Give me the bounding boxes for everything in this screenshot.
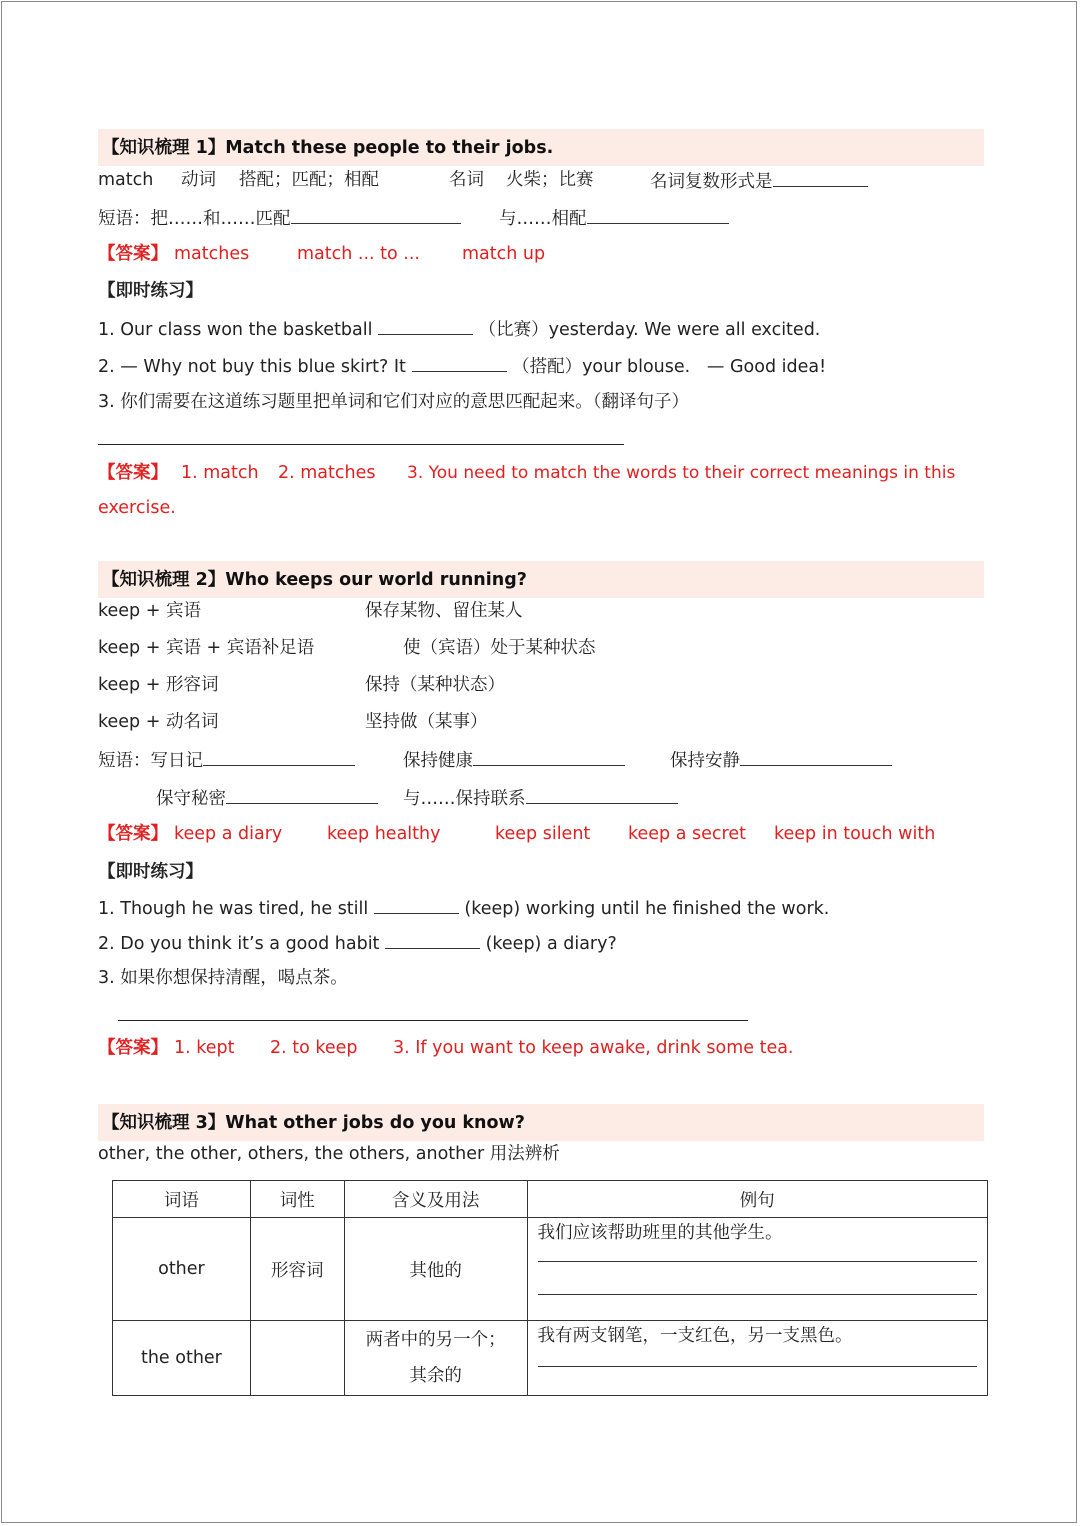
answer-3-a2: keep healthy bbox=[327, 824, 441, 844]
keep-usage-3-meaning: 保持（某种状态） bbox=[365, 675, 505, 695]
keep-phrase-4 bbox=[156, 785, 378, 811]
practice-1-q2-text-c: — Good idea! bbox=[706, 357, 827, 377]
translation-line-1[interactable] bbox=[98, 444, 624, 445]
keep-phrase-5-label: 与……保持联系 bbox=[403, 789, 526, 809]
table-row bbox=[113, 1218, 988, 1321]
keep-phrase-5-blank[interactable] bbox=[526, 785, 678, 804]
keep-usage-4-form: keep + 动名词 bbox=[98, 712, 219, 732]
answer-3-a5: keep in touch with bbox=[774, 824, 936, 844]
practice-1-q1 bbox=[98, 316, 820, 342]
table-cell-pos: 形容词 bbox=[250, 1218, 344, 1321]
answer-1-a3: match up bbox=[462, 244, 546, 264]
keep-phrase-1-label: 短语：写日记 bbox=[98, 751, 203, 771]
table-cell-meaning-line1: 其他的 bbox=[409, 1260, 462, 1281]
phrase-label-1: 短语：把……和……匹配 bbox=[98, 209, 291, 229]
match-noun-label: 名词 bbox=[449, 170, 484, 190]
keep-phrase-5 bbox=[403, 785, 678, 811]
table-header-example: 例句 bbox=[527, 1181, 987, 1218]
answer-label-4: 【答案】 bbox=[98, 1038, 168, 1058]
example-answer-line[interactable] bbox=[538, 1366, 977, 1367]
answer-3-a4: keep a secret bbox=[628, 824, 746, 844]
table-example-text: 我们应该帮助班里的其他学生。 bbox=[537, 1223, 783, 1243]
keep-usage-2-form: keep + 宾语 + 宾语补足语 bbox=[98, 638, 315, 658]
match-verb-meaning: 搭配；匹配；相配 bbox=[239, 170, 379, 190]
answer-4-a1: 1. kept bbox=[174, 1038, 235, 1058]
phrase-blank-2[interactable] bbox=[587, 205, 729, 224]
answer-2-a3: 3. You need to match the words to their correct meanings in this bbox=[407, 463, 956, 483]
practice-2-q1-text-b: (keep) working until he finished the work. bbox=[464, 899, 830, 919]
table-cell-word: the other bbox=[113, 1321, 251, 1396]
keep-phrase-3 bbox=[670, 747, 892, 773]
practice-1-q2-text-a: 2. — Why not buy this blue skirt? It bbox=[98, 357, 406, 377]
practice-2-q2 bbox=[98, 930, 617, 956]
answer-4-a3: 3. If you want to keep awake, drink some tea. bbox=[393, 1038, 794, 1058]
table-header-word: 词语 bbox=[113, 1181, 251, 1218]
practice-1-q1-text-a: 1. Our class won the basketball bbox=[98, 320, 373, 340]
phrase-blank-1[interactable] bbox=[291, 205, 461, 224]
table-cell-example bbox=[527, 1321, 987, 1396]
keep-usage-2-meaning: 使（宾语）处于某种状态 bbox=[403, 638, 596, 658]
answer-3-a3: keep silent bbox=[495, 824, 591, 844]
section-1-heading bbox=[98, 129, 984, 166]
example-answer-line[interactable] bbox=[538, 1294, 977, 1295]
example-answer-line[interactable] bbox=[538, 1261, 977, 1262]
practice-2-q1 bbox=[98, 895, 829, 921]
answer-2-a2: 2. matches bbox=[278, 463, 376, 483]
practice-1-q2-blank[interactable] bbox=[412, 353, 507, 372]
translation-line-2[interactable] bbox=[118, 1020, 748, 1021]
practice-1-q1-text-b: （比赛）yesterday. We were all excited. bbox=[478, 320, 821, 340]
practice-title-1: 【即时练习】 bbox=[98, 281, 203, 301]
table-header-meaning: 含义及用法 bbox=[344, 1181, 527, 1218]
answer-4-a2: 2. to keep bbox=[270, 1038, 358, 1058]
phrase-label-2: 与……相配 bbox=[499, 209, 587, 229]
keep-phrase-1 bbox=[98, 747, 355, 773]
match-word: match bbox=[98, 170, 154, 190]
keep-usage-1-form: keep + 宾语 bbox=[98, 601, 201, 621]
keep-usage-3-form: keep + 形容词 bbox=[98, 675, 219, 695]
practice-2-q2-text-a: 2. Do you think it’s a good habit bbox=[98, 934, 380, 954]
keep-usage-4-meaning: 坚持做（某事） bbox=[365, 712, 488, 732]
usage-table bbox=[112, 1180, 988, 1396]
answer-label-2: 【答案】 bbox=[98, 463, 168, 483]
match-verb-label: 动词 bbox=[181, 170, 216, 190]
answer-2-a4: exercise. bbox=[98, 498, 176, 518]
practice-1-q3: 3. 你们需要在这道练习题里把单词和它们对应的意思匹配起来。（翻译句子） bbox=[98, 392, 690, 412]
answer-1-a1: matches bbox=[174, 244, 250, 264]
practice-2-q2-text-b: (keep) a diary? bbox=[485, 934, 617, 954]
answer-label-1: 【答案】 bbox=[98, 244, 168, 264]
match-plural-label: 名词复数形式是 bbox=[650, 172, 773, 192]
phrase-prompt-2 bbox=[499, 205, 729, 231]
table-row bbox=[113, 1321, 988, 1396]
keep-phrase-3-label: 保持安静 bbox=[670, 751, 740, 771]
practice-2-q3: 3. 如果你想保持清醒，喝点茶。 bbox=[98, 968, 348, 988]
keep-phrase-2-label: 保持健康 bbox=[403, 751, 473, 771]
section-3-intro: other, the other, others, the others, another 用法辨析 bbox=[98, 1144, 560, 1164]
answer-label-3: 【答案】 bbox=[98, 824, 168, 844]
match-noun-meaning: 火柴；比赛 bbox=[506, 170, 594, 190]
practice-1-q2 bbox=[98, 353, 826, 379]
table-cell-meaning-line1: 两者中的另一个； bbox=[365, 1330, 506, 1350]
match-plural-prompt bbox=[650, 168, 868, 194]
table-header-row bbox=[113, 1181, 988, 1218]
practice-2-q2-blank[interactable] bbox=[385, 930, 480, 949]
table-cell-example bbox=[527, 1218, 987, 1321]
answer-1-a2: match ... to ... bbox=[297, 244, 420, 264]
answer-3-a1: keep a diary bbox=[174, 824, 283, 844]
table-cell-pos bbox=[250, 1321, 344, 1396]
section-2-heading bbox=[98, 561, 984, 598]
keep-phrase-3-blank[interactable] bbox=[740, 747, 892, 766]
plural-blank[interactable] bbox=[773, 168, 868, 187]
table-cell-word: other bbox=[113, 1218, 251, 1321]
table-example-text: 我有两支钢笔，一支红色，另一支黑色。 bbox=[537, 1326, 853, 1346]
table-header-pos: 词性 bbox=[250, 1181, 344, 1218]
keep-phrase-1-blank[interactable] bbox=[203, 747, 355, 766]
practice-1-q1-blank[interactable] bbox=[378, 316, 473, 335]
keep-phrase-4-blank[interactable] bbox=[226, 785, 378, 804]
keep-phrase-4-label: 保守秘密 bbox=[156, 789, 226, 809]
phrase-prompt-1 bbox=[98, 205, 461, 231]
practice-2-q1-text-a: 1. Though he was tired, he still bbox=[98, 899, 369, 919]
practice-2-q1-blank[interactable] bbox=[374, 895, 459, 914]
table-cell-meaning bbox=[344, 1218, 527, 1321]
section-3-heading-text: 【知识梳理 3】What other jobs do you know? bbox=[102, 1113, 525, 1133]
keep-phrase-2 bbox=[403, 747, 625, 773]
section-3-heading bbox=[98, 1104, 984, 1141]
practice-1-q2-text-b: （搭配）your blouse. bbox=[512, 357, 691, 377]
table-cell-meaning bbox=[344, 1321, 527, 1396]
table-cell-meaning-line2: 其余的 bbox=[409, 1366, 462, 1386]
keep-usage-1-meaning: 保存某物、留住某人 bbox=[365, 601, 523, 621]
section-2-heading-text: 【知识梳理 2】Who keeps our world running? bbox=[102, 570, 527, 590]
practice-title-2: 【即时练习】 bbox=[98, 862, 203, 882]
section-1-heading-text: 【知识梳理 1】Match these people to their jobs. bbox=[102, 138, 554, 158]
keep-phrase-2-blank[interactable] bbox=[473, 747, 625, 766]
answer-2-a1: 1. match bbox=[181, 463, 259, 483]
